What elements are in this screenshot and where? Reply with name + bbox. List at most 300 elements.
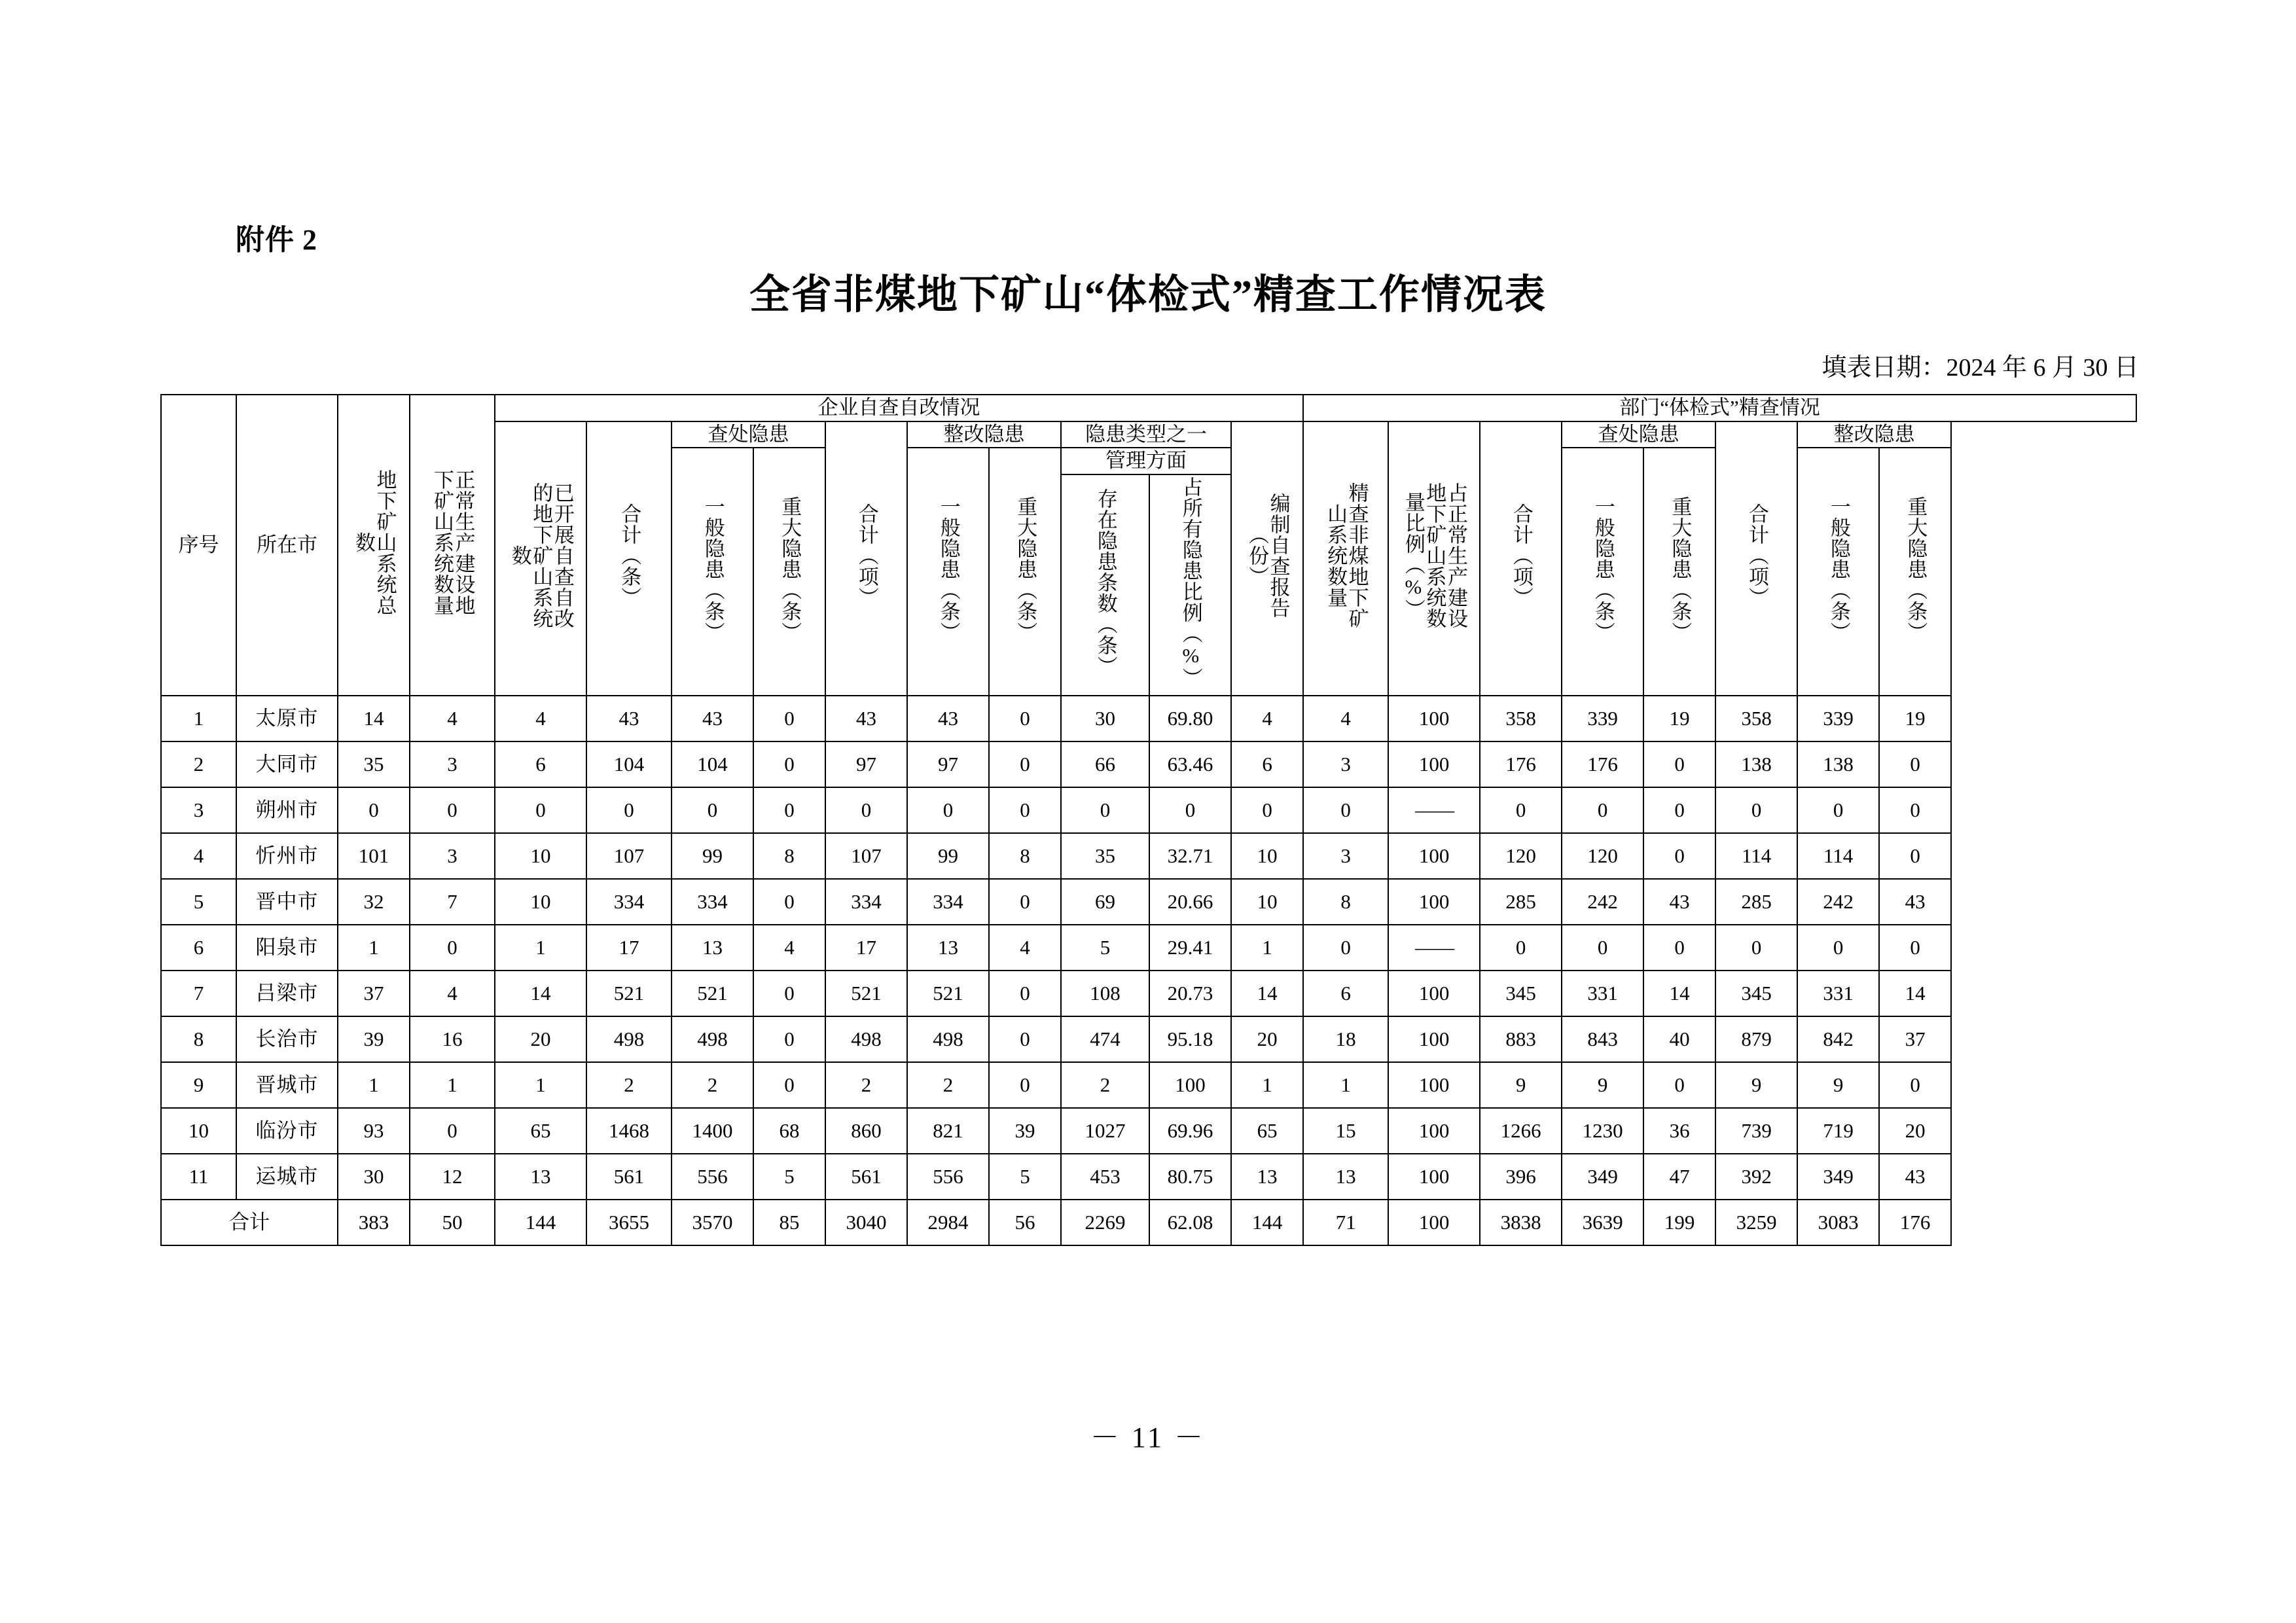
- page-number: － 11 －: [1090, 1421, 1206, 1454]
- cell-value: 69.96: [1149, 1108, 1231, 1154]
- cell-value: 0: [410, 1108, 495, 1154]
- cell-value: 3040: [825, 1200, 907, 1245]
- cell-value: 37: [1879, 1016, 1951, 1062]
- cell-value: 383: [338, 1200, 410, 1245]
- cell-value: 138: [1715, 741, 1797, 787]
- cell-value: 2: [1061, 1062, 1149, 1108]
- cell-value: 100: [1388, 1108, 1480, 1154]
- cell-value: 62.08: [1149, 1200, 1231, 1245]
- cell-value: 0: [586, 787, 672, 833]
- cell-value: 860: [825, 1108, 907, 1154]
- cell-value: 13: [672, 925, 753, 971]
- cell-value: 2: [825, 1062, 907, 1108]
- cell-value: ——: [1388, 925, 1480, 971]
- cell-value: 100: [1388, 971, 1480, 1016]
- cell-value: 0: [907, 787, 989, 833]
- cell-value: 20.73: [1149, 971, 1231, 1016]
- cell-value: 3: [410, 741, 495, 787]
- cell-value: 10: [495, 879, 586, 925]
- cell-value: 100: [1149, 1062, 1231, 1108]
- cell-value: 521: [825, 971, 907, 1016]
- cell-value: 883: [1480, 1016, 1562, 1062]
- cell-value: 1468: [586, 1108, 672, 1154]
- inspection-summary-table: [160, 394, 2137, 1246]
- header-existing-hazard-count: 存在隐患条数（条）: [1061, 474, 1149, 696]
- cell-value: 17: [825, 925, 907, 971]
- header-dept-check-general: 一般隐患（条）: [1562, 448, 1643, 695]
- cell-value: 100: [1388, 1154, 1480, 1200]
- cell-value: 35: [1061, 833, 1149, 879]
- cell-value: 349: [1797, 1154, 1879, 1200]
- table-row: [161, 1108, 2136, 1154]
- cell-value: 47: [1643, 1154, 1715, 1200]
- cell-value: 739: [1715, 1108, 1797, 1154]
- cell-value: 1400: [672, 1108, 753, 1154]
- cell-value: 3639: [1562, 1200, 1643, 1245]
- cell-value: 0: [1303, 925, 1388, 971]
- cell-value: 93: [338, 1108, 410, 1154]
- cell-value: 0: [1715, 925, 1797, 971]
- cell-value: 9: [1480, 1062, 1562, 1108]
- header-dept-rect-total-xiang: 合计（项）: [1715, 421, 1797, 696]
- cell-value: 100: [1388, 741, 1480, 787]
- cell-total-label: 合计: [161, 1200, 338, 1245]
- cell-value: 14: [1643, 971, 1715, 1016]
- cell-value: 0: [989, 1016, 1061, 1062]
- header-management-aspect: 管理方面: [1061, 448, 1231, 474]
- cell-value: ——: [1388, 787, 1480, 833]
- cell-value: 843: [1562, 1016, 1643, 1062]
- cell-value: 15: [1303, 1108, 1388, 1154]
- cell-value: 39: [338, 1016, 410, 1062]
- cell-value: 0: [1149, 787, 1231, 833]
- cell-value: 17: [586, 925, 672, 971]
- header-normal-production-systems: 正常生产建设地下矿山系统数量: [410, 395, 495, 696]
- cell-value: 100: [1388, 1016, 1480, 1062]
- cell-value: 43: [1879, 1154, 1951, 1200]
- header-dept-check-major: 重大隐患（条）: [1643, 448, 1715, 695]
- cell-value: 6: [1303, 971, 1388, 1016]
- cell-value: 0: [1480, 925, 1562, 971]
- cell-value: 334: [825, 879, 907, 925]
- cell-value: 5: [1061, 925, 1149, 971]
- cell-value: 43: [586, 696, 672, 741]
- header-ent-check-major: 重大隐患（条）: [753, 448, 825, 695]
- cell-value: 3259: [1715, 1200, 1797, 1245]
- table-body: [161, 696, 2136, 1245]
- table-row: [161, 925, 2136, 971]
- table-row: [161, 879, 2136, 925]
- cell-value: 345: [1480, 971, 1562, 1016]
- table-container: [160, 394, 2137, 1246]
- cell-value: 0: [495, 787, 586, 833]
- cell-value: 0: [1879, 787, 1951, 833]
- cell-value: 2: [672, 1062, 753, 1108]
- table-row: [161, 741, 2136, 787]
- cell-value: 8: [989, 833, 1061, 879]
- cell-value: 719: [1797, 1108, 1879, 1154]
- cell-value: 285: [1480, 879, 1562, 925]
- header-ent-rect-general: 一般隐患（条）: [907, 448, 989, 695]
- header-city: 所在市: [236, 395, 338, 696]
- cell-value: 521: [907, 971, 989, 1016]
- cell-value: 12: [410, 1154, 495, 1200]
- cell-city: 忻州市: [236, 833, 338, 879]
- cell-value: 1: [338, 925, 410, 971]
- cell-value: 0: [753, 696, 825, 741]
- cell-city: 太原市: [236, 696, 338, 741]
- cell-value: 20: [495, 1016, 586, 1062]
- cell-seq: 1: [161, 696, 236, 741]
- cell-city: 长治市: [236, 1016, 338, 1062]
- cell-seq: 5: [161, 879, 236, 925]
- cell-value: 0: [1797, 925, 1879, 971]
- cell-value: 43: [1643, 879, 1715, 925]
- cell-value: 14: [338, 696, 410, 741]
- cell-value: 99: [672, 833, 753, 879]
- cell-value: 331: [1797, 971, 1879, 1016]
- cell-value: 80.75: [1149, 1154, 1231, 1200]
- cell-value: 339: [1797, 696, 1879, 741]
- cell-value: 4: [495, 696, 586, 741]
- header-ent-total-tiao: 合计（条）: [586, 421, 672, 696]
- cell-value: 30: [338, 1154, 410, 1200]
- cell-value: 0: [1562, 925, 1643, 971]
- cell-value: 144: [1231, 1200, 1303, 1245]
- cell-value: 879: [1715, 1016, 1797, 1062]
- cell-value: 4: [1303, 696, 1388, 741]
- cell-city: 晋城市: [236, 1062, 338, 1108]
- cell-value: 43: [907, 696, 989, 741]
- cell-value: 821: [907, 1108, 989, 1154]
- cell-value: 6: [1231, 741, 1303, 787]
- cell-value: 114: [1715, 833, 1797, 879]
- cell-value: 35: [338, 741, 410, 787]
- cell-seq: 3: [161, 787, 236, 833]
- cell-value: 358: [1715, 696, 1797, 741]
- cell-value: 36: [1643, 1108, 1715, 1154]
- table-row: [161, 1062, 2136, 1108]
- cell-value: 334: [672, 879, 753, 925]
- cell-value: 43: [825, 696, 907, 741]
- cell-value: 561: [586, 1154, 672, 1200]
- cell-value: 0: [1303, 787, 1388, 833]
- cell-value: 556: [672, 1154, 753, 1200]
- cell-value: 474: [1061, 1016, 1149, 1062]
- cell-value: 13: [1303, 1154, 1388, 1200]
- cell-value: 8: [1303, 879, 1388, 925]
- cell-value: 0: [1480, 787, 1562, 833]
- cell-value: 0: [753, 787, 825, 833]
- header-hazard-ratio: 占所有隐患比例（%）: [1149, 474, 1231, 696]
- cell-value: 13: [1231, 1154, 1303, 1200]
- cell-value: 108: [1061, 971, 1149, 1016]
- cell-value: 0: [1643, 1062, 1715, 1108]
- cell-value: 10: [1231, 833, 1303, 879]
- cell-value: 65: [1231, 1108, 1303, 1154]
- cell-value: 7: [410, 879, 495, 925]
- header-ent-rect-total-xiang: 合计（项）: [825, 421, 907, 696]
- cell-value: 4: [410, 971, 495, 1016]
- cell-value: 0: [989, 787, 1061, 833]
- cell-value: 85: [753, 1200, 825, 1245]
- cell-value: 43: [1879, 879, 1951, 925]
- cell-value: 14: [1231, 971, 1303, 1016]
- cell-value: 13: [495, 1154, 586, 1200]
- header-ent-check-general: 一般隐患（条）: [672, 448, 753, 695]
- header-group-department: 部门“体检式”精查情况: [1303, 395, 2136, 421]
- attachment-label: 附件 2: [236, 224, 317, 256]
- cell-value: 339: [1562, 696, 1643, 741]
- cell-seq: 6: [161, 925, 236, 971]
- cell-value: 4: [753, 925, 825, 971]
- cell-value: 10: [1231, 879, 1303, 925]
- cell-value: 453: [1061, 1154, 1149, 1200]
- cell-value: 16: [410, 1016, 495, 1062]
- cell-value: 13: [907, 925, 989, 971]
- cell-value: 396: [1480, 1154, 1562, 1200]
- cell-value: 0: [753, 971, 825, 1016]
- cell-value: 100: [1388, 1062, 1480, 1108]
- cell-value: 104: [586, 741, 672, 787]
- header-total-systems: 地下矿山系统总数: [338, 395, 410, 696]
- cell-seq: 8: [161, 1016, 236, 1062]
- cell-value: 50: [410, 1200, 495, 1245]
- cell-value: 0: [1879, 1062, 1951, 1108]
- header-self-checked-systems: 已开展自查自改的地下矿山系统数: [495, 421, 586, 696]
- cell-value: 0: [1797, 787, 1879, 833]
- cell-value: 5: [989, 1154, 1061, 1200]
- cell-value: 100: [1388, 833, 1480, 879]
- cell-value: 20: [1231, 1016, 1303, 1062]
- cell-value: 561: [825, 1154, 907, 1200]
- cell-seq: 11: [161, 1154, 236, 1200]
- cell-value: 285: [1715, 879, 1797, 925]
- cell-value: 2269: [1061, 1200, 1149, 1245]
- cell-value: 120: [1480, 833, 1562, 879]
- cell-value: 2984: [907, 1200, 989, 1245]
- cell-value: 3: [410, 833, 495, 879]
- cell-value: 176: [1562, 741, 1643, 787]
- table-row: [161, 696, 2136, 741]
- cell-value: 4: [989, 925, 1061, 971]
- table-row: [161, 1016, 2136, 1062]
- cell-value: 1: [338, 1062, 410, 1108]
- header-seq: 序号: [161, 395, 236, 696]
- cell-value: 0: [1643, 833, 1715, 879]
- header-ent-check-hazards: 查处隐患: [672, 421, 825, 448]
- cell-value: 19: [1643, 696, 1715, 741]
- table-total-row: [161, 1200, 2136, 1245]
- cell-value: 97: [825, 741, 907, 787]
- cell-value: 3: [1303, 741, 1388, 787]
- cell-value: 0: [338, 787, 410, 833]
- cell-value: 0: [1879, 833, 1951, 879]
- cell-value: 120: [1562, 833, 1643, 879]
- cell-value: 0: [753, 879, 825, 925]
- cell-city: 运城市: [236, 1154, 338, 1200]
- cell-value: 334: [907, 879, 989, 925]
- header-dept-rect-general: 一般隐患（条）: [1797, 448, 1879, 695]
- cell-value: 37: [338, 971, 410, 1016]
- cell-seq: 9: [161, 1062, 236, 1108]
- cell-value: 10: [495, 833, 586, 879]
- cell-value: 144: [495, 1200, 586, 1245]
- cell-value: 0: [989, 741, 1061, 787]
- cell-value: 0: [753, 1062, 825, 1108]
- cell-value: 14: [1879, 971, 1951, 1016]
- cell-value: 20.66: [1149, 879, 1231, 925]
- cell-value: 14: [495, 971, 586, 1016]
- cell-value: 3570: [672, 1200, 753, 1245]
- cell-value: 556: [907, 1154, 989, 1200]
- cell-seq: 10: [161, 1108, 236, 1154]
- cell-value: 9: [1715, 1062, 1797, 1108]
- cell-city: 临汾市: [236, 1108, 338, 1154]
- cell-value: 521: [586, 971, 672, 1016]
- table-row: [161, 787, 2136, 833]
- cell-value: 66: [1061, 741, 1149, 787]
- cell-city: 晋中市: [236, 879, 338, 925]
- cell-value: 138: [1797, 741, 1879, 787]
- cell-value: 358: [1480, 696, 1562, 741]
- cell-value: 176: [1480, 741, 1562, 787]
- cell-value: 9: [1797, 1062, 1879, 1108]
- cell-value: 0: [989, 1062, 1061, 1108]
- cell-value: 842: [1797, 1016, 1879, 1062]
- cell-value: 2: [907, 1062, 989, 1108]
- cell-value: 4: [1231, 696, 1303, 741]
- cell-value: 100: [1388, 879, 1480, 925]
- cell-value: 0: [989, 971, 1061, 1016]
- cell-value: 19: [1879, 696, 1951, 741]
- cell-value: 498: [907, 1016, 989, 1062]
- cell-value: 39: [989, 1108, 1061, 1154]
- cell-value: 65: [495, 1108, 586, 1154]
- header-dept-rectify-hazards: 整改隐患: [1797, 421, 1951, 448]
- cell-value: 0: [825, 787, 907, 833]
- cell-value: 0: [1879, 741, 1951, 787]
- cell-value: 69.80: [1149, 696, 1231, 741]
- cell-value: 107: [586, 833, 672, 879]
- cell-value: 242: [1562, 879, 1643, 925]
- cell-value: 242: [1797, 879, 1879, 925]
- cell-value: 3838: [1480, 1200, 1562, 1245]
- fill-date: 填表日期：2024 年 6 月 30 日: [1821, 354, 2139, 382]
- cell-value: 32.71: [1149, 833, 1231, 879]
- cell-value: 349: [1562, 1154, 1643, 1200]
- cell-value: 0: [1231, 787, 1303, 833]
- cell-value: 32: [338, 879, 410, 925]
- cell-value: 63.46: [1149, 741, 1231, 787]
- cell-value: 3655: [586, 1200, 672, 1245]
- cell-value: 1: [1231, 925, 1303, 971]
- table-row: [161, 1154, 2136, 1200]
- header-hazard-type-one: 隐患类型之一: [1061, 421, 1231, 448]
- cell-value: 0: [1715, 787, 1797, 833]
- cell-value: 71: [1303, 1200, 1388, 1245]
- cell-seq: 2: [161, 741, 236, 787]
- header-ent-rectify-hazards: 整改隐患: [907, 421, 1061, 448]
- cell-value: 43: [672, 696, 753, 741]
- cell-value: 0: [1643, 741, 1715, 787]
- cell-value: 0: [410, 787, 495, 833]
- cell-value: 498: [672, 1016, 753, 1062]
- cell-seq: 4: [161, 833, 236, 879]
- cell-seq: 7: [161, 971, 236, 1016]
- cell-value: 2: [586, 1062, 672, 1108]
- cell-value: 199: [1643, 1200, 1715, 1245]
- cell-value: 100: [1388, 696, 1480, 741]
- header-self-check-reports: 编制自查报告（份）: [1231, 421, 1303, 696]
- header-ent-rect-major: 重大隐患（条）: [989, 448, 1061, 695]
- header-group-enterprise: 企业自查自改情况: [495, 395, 1303, 421]
- cell-city: 吕梁市: [236, 971, 338, 1016]
- cell-value: 107: [825, 833, 907, 879]
- cell-value: 97: [907, 741, 989, 787]
- cell-value: 40: [1643, 1016, 1715, 1062]
- cell-value: 0: [989, 879, 1061, 925]
- cell-value: 334: [586, 879, 672, 925]
- header-dept-rect-major: 重大隐患（条）: [1879, 448, 1951, 695]
- cell-value: 0: [1061, 787, 1149, 833]
- cell-value: 0: [672, 787, 753, 833]
- cell-value: 498: [586, 1016, 672, 1062]
- cell-value: 1: [1231, 1062, 1303, 1108]
- cell-value: 498: [825, 1016, 907, 1062]
- header-dept-total-xiang: 合计（项）: [1480, 421, 1562, 696]
- cell-value: 114: [1797, 833, 1879, 879]
- cell-value: 1: [410, 1062, 495, 1108]
- cell-value: 0: [753, 1016, 825, 1062]
- cell-value: 101: [338, 833, 410, 879]
- cell-value: 0: [753, 741, 825, 787]
- cell-value: 30: [1061, 696, 1149, 741]
- cell-value: 69: [1061, 879, 1149, 925]
- cell-value: 20: [1879, 1108, 1951, 1154]
- cell-value: 5: [753, 1154, 825, 1200]
- header-dept-check-hazards: 查处隐患: [1562, 421, 1715, 448]
- cell-value: 0: [1562, 787, 1643, 833]
- cell-value: 1: [495, 1062, 586, 1108]
- cell-city: 阳泉市: [236, 925, 338, 971]
- cell-value: 1266: [1480, 1108, 1562, 1154]
- cell-value: 1027: [1061, 1108, 1149, 1154]
- table-row: [161, 833, 2136, 879]
- cell-value: 0: [1643, 925, 1715, 971]
- cell-value: 6: [495, 741, 586, 787]
- cell-value: 0: [1879, 925, 1951, 971]
- cell-value: 0: [1643, 787, 1715, 833]
- cell-value: 99: [907, 833, 989, 879]
- header-precise-check-systems: 精查非煤地下矿山系统数量: [1303, 421, 1388, 696]
- cell-value: 0: [410, 925, 495, 971]
- table-row: [161, 971, 2136, 1016]
- cell-value: 0: [989, 696, 1061, 741]
- page-title: 全省非煤地下矿山“体检式”精查工作情况表: [749, 273, 1547, 317]
- cell-value: 29.41: [1149, 925, 1231, 971]
- header-ratio-of-normal: 占正常生产建设地下矿山系统数量比例（%）: [1388, 421, 1480, 696]
- cell-value: 345: [1715, 971, 1797, 1016]
- cell-city: 大同市: [236, 741, 338, 787]
- cell-value: 95.18: [1149, 1016, 1231, 1062]
- cell-value: 3083: [1797, 1200, 1879, 1245]
- cell-value: 392: [1715, 1154, 1797, 1200]
- cell-value: 56: [989, 1200, 1061, 1245]
- cell-value: 100: [1388, 1200, 1480, 1245]
- cell-value: 521: [672, 971, 753, 1016]
- cell-city: 朔州市: [236, 787, 338, 833]
